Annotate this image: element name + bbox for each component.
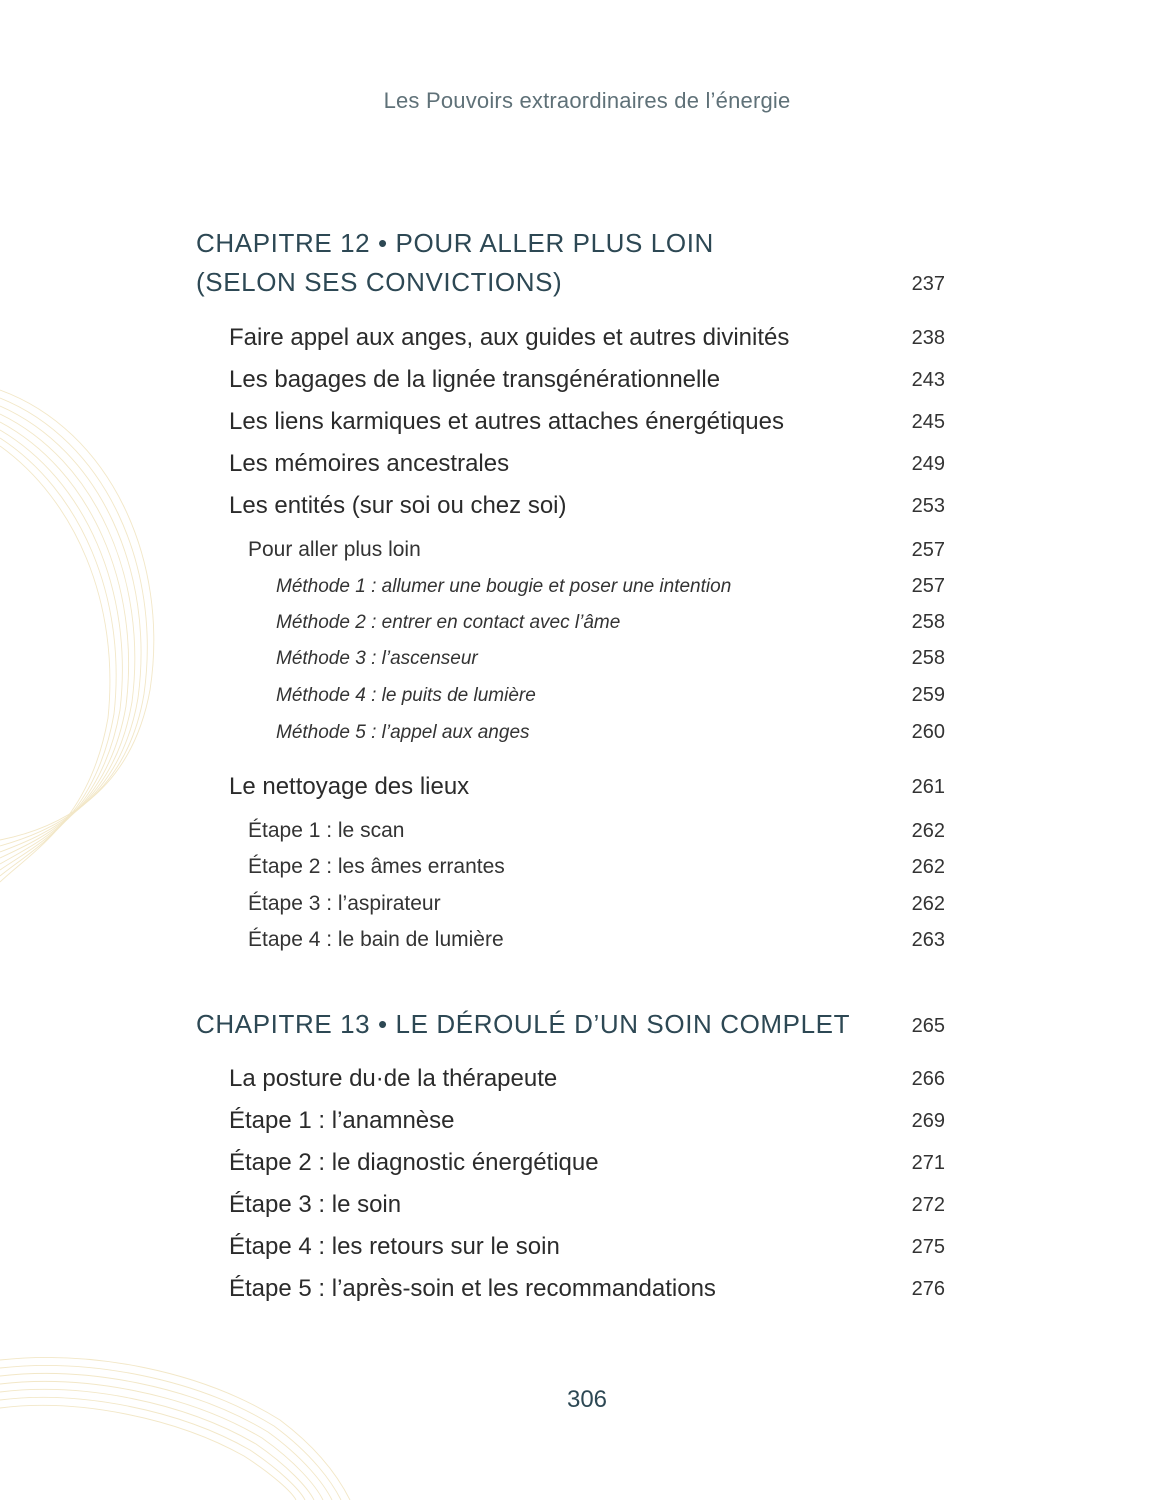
page-number: 258 [911, 611, 945, 633]
entry-title: Étape 1 : l’anamnèse [229, 1107, 455, 1134]
entry-title: La posture du·de la thérapeute [229, 1065, 558, 1092]
page-number: 272 [911, 1194, 945, 1216]
page-number: 263 [911, 929, 945, 951]
entry-title: Étape 5 : l’après-soin et les recommandations [229, 1275, 716, 1302]
running-title: Les Pouvoirs extraordinaires de l’énergie [383, 88, 791, 113]
entry-title: Étape 1 : le scan [248, 819, 405, 842]
page-number: 275 [911, 1236, 945, 1258]
entry-title: Étape 3 : le soin [229, 1191, 402, 1218]
page-number: 258 [911, 647, 945, 669]
page-number: 257 [911, 539, 945, 561]
page-number: 249 [911, 453, 945, 475]
page-folio: 306 [566, 1386, 608, 1413]
entry-title: Méthode 5 : l’appel aux anges [276, 722, 530, 743]
entry-title: Étape 3 : l’aspirateur [248, 892, 441, 915]
entry-title: Méthode 2 : entrer en contact avec l’âme [276, 612, 621, 633]
entry-title: Les entités (sur soi ou chez soi) [229, 492, 567, 519]
entry-title: Pour aller plus loin [248, 538, 421, 561]
chapter-title: (SELON SES CONVICTIONS) [196, 267, 563, 297]
page-number: 260 [911, 721, 945, 743]
page-number: 261 [911, 776, 945, 798]
page-number: 265 [911, 1015, 945, 1037]
entry-title: Les mémoires ancestrales [229, 450, 510, 477]
entry-title: Étape 2 : le diagnostic énergétique [229, 1149, 599, 1176]
chapter-title: CHAPITRE 13 • LE DÉROULÉ D’UN SOIN COMPLET [196, 1009, 851, 1039]
page-number: 253 [911, 495, 945, 517]
entry-title: Étape 4 : le bain de lumière [248, 928, 504, 951]
page-number: 276 [911, 1278, 945, 1300]
entry-title: Étape 2 : les âmes errantes [248, 855, 505, 878]
entry-title: Les liens karmiques et autres attaches énergétiques [229, 408, 784, 435]
page-number: 262 [911, 820, 945, 842]
page-number: 271 [911, 1152, 945, 1174]
page-number: 266 [911, 1068, 945, 1090]
page-number: 237 [911, 273, 945, 295]
entry-title: Méthode 1 : allumer une bougie et poser une intention [276, 576, 732, 597]
page-number: 262 [911, 856, 945, 878]
chapter-title: CHAPITRE 12 • POUR ALLER PLUS LOIN [196, 228, 714, 258]
entry-title: Méthode 3 : l’ascenseur [276, 648, 478, 669]
page-number: 262 [911, 893, 945, 915]
page-number: 238 [911, 327, 945, 349]
page-number: 259 [911, 684, 945, 706]
page-number: 243 [911, 369, 945, 391]
entry-title: Faire appel aux anges, aux guides et autres divinités [229, 324, 790, 351]
entry-title: Méthode 4 : le puits de lumière [276, 685, 536, 706]
entry-title: Étape 4 : les retours sur le soin [229, 1233, 560, 1260]
page-number: 245 [911, 411, 945, 433]
page-number: 257 [911, 575, 945, 597]
page-number: 269 [911, 1110, 945, 1132]
entry-title: Les bagages de la lignée transgénérationnelle [229, 366, 721, 393]
entry-title: Le nettoyage des lieux [229, 773, 470, 800]
